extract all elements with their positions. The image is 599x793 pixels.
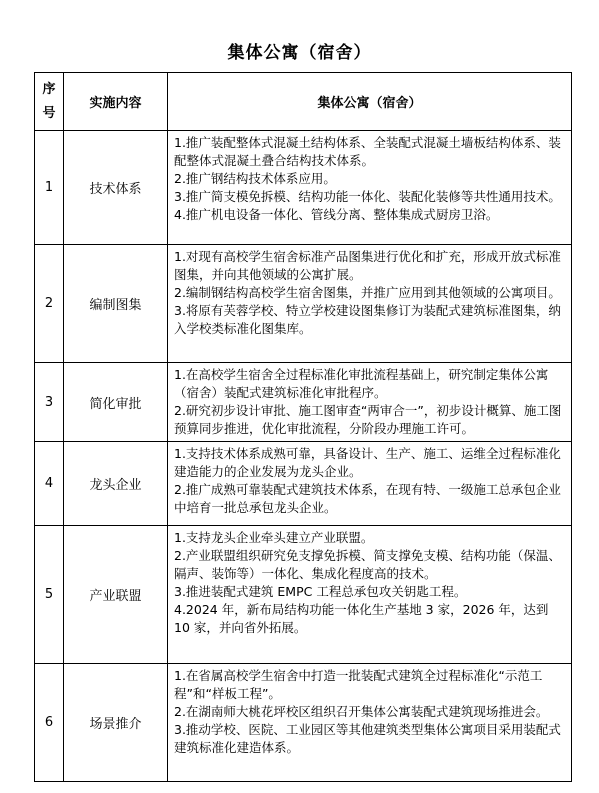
row-number: 2 <box>35 245 64 363</box>
table-header-row <box>35 73 572 131</box>
content-point: 2.研究初步设计审批、施工图审查“两审合一”，初步设计概算、施工图预算同步推进，优化审批流程，分阶段办理施工许可。 <box>174 403 562 436</box>
row-number: 3 <box>35 363 64 442</box>
content-point: 3.推广简支模免拆模、结构功能一体化、装配化装修等共性通用技术。 <box>174 189 561 204</box>
row-content <box>168 664 572 782</box>
table-row <box>35 131 572 245</box>
content-point: 2.编制钢结构高校学生宿舍图集，并推广应用到其他领域的公寓项目。 <box>174 285 561 300</box>
row-content <box>168 131 572 245</box>
content-point: 2.推广成熟可靠装配式建筑技术体系，在现有特、一级施工总承包企业中培育一批总承包龙头企业。 <box>174 482 561 515</box>
row-item-label: 编制图集 <box>64 245 168 363</box>
content-point: 1.支持龙头企业牵头建立产业联盟。 <box>174 530 374 545</box>
table-row <box>35 526 572 664</box>
page-title: 集体公寓（宿舍） <box>227 43 372 63</box>
content-point: 1.推广装配整体式混凝土结构体系、全装配式混凝土墙板结构体系、装配整体式混凝土叠合结构技术体系。 <box>174 135 561 168</box>
row-item-label: 场景推介 <box>64 664 168 782</box>
row-number: 4 <box>35 442 64 526</box>
header-serial-number <box>35 73 64 131</box>
content-point: 3.将原有芙蓉学校、特立学校建设图集修订为装配式建筑标准图集，纳入学校类标准化图集库。 <box>174 303 561 336</box>
row-content <box>168 245 572 363</box>
content-point: 3.推进装配式建筑 EMPC 工程总承包攻关钥匙工程。 <box>174 584 467 599</box>
content-point: 3.推动学校、医院、工业园区等其他建筑类型集体公寓项目采用装配式建筑标准化建造体系。 <box>174 722 561 755</box>
row-item-label: 简化审批 <box>64 363 168 442</box>
table-row <box>35 245 572 363</box>
content-point: 2.在湖南师大桃花坪校区组织召开集体公寓装配式建筑现场推进会。 <box>174 704 549 719</box>
row-content <box>168 442 572 526</box>
content-point: 2.产业联盟组织研究免支撑免拆模、简支撑免支模、结构功能（保温、隔声、装饰等）一体化、集成化程度高的技术。 <box>174 548 561 581</box>
row-content <box>168 363 572 442</box>
content-point: 1.对现有高校学生宿舍标准产品图集进行优化和扩充，形成开放式标准图集，并向其他领域的公寓扩展。 <box>174 249 561 282</box>
row-number: 5 <box>35 526 64 664</box>
table-row <box>35 363 572 442</box>
row-content <box>168 526 572 664</box>
content-point: 4.推广机电设备一体化、管线分离、整体集成式厨房卫浴。 <box>174 207 499 222</box>
row-item-label: 技术体系 <box>64 131 168 245</box>
header-content: 集体公寓（宿舍） <box>168 73 572 131</box>
row-number: 1 <box>35 131 64 245</box>
content-point: 4.2024 年，新布局结构功能一体化生产基地 3 家，2026 年，达到 10 家，并向省外拓展。 <box>174 602 549 635</box>
table-row <box>35 442 572 526</box>
content-point: 1.在省属高校学生宿舍中打造一批装配式建筑全过程标准化“示范工程”和“样板工程”。 <box>174 668 543 701</box>
content-point: 2.推广钢结构技术体系应用。 <box>174 171 336 186</box>
table-row <box>35 664 572 782</box>
header-implementation-item: 实施内容 <box>64 73 168 131</box>
header-serial-line2: 号 <box>42 105 56 121</box>
content-point: 1.在高校学生宿舍全过程标准化审批流程基础上，研究制定集体公寓（宿舍）装配式建筑标准化审批程序。 <box>174 367 549 400</box>
row-item-label: 产业联盟 <box>64 526 168 664</box>
row-number: 6 <box>35 664 64 782</box>
row-item-label: 龙头企业 <box>64 442 168 526</box>
implementation-table <box>34 72 572 782</box>
header-serial-line1: 序 <box>42 81 56 97</box>
content-point: 1.支持技术体系成熟可靠，具备设计、生产、施工、运维全过程标准化建造能力的企业发展为龙头企业。 <box>174 446 561 479</box>
